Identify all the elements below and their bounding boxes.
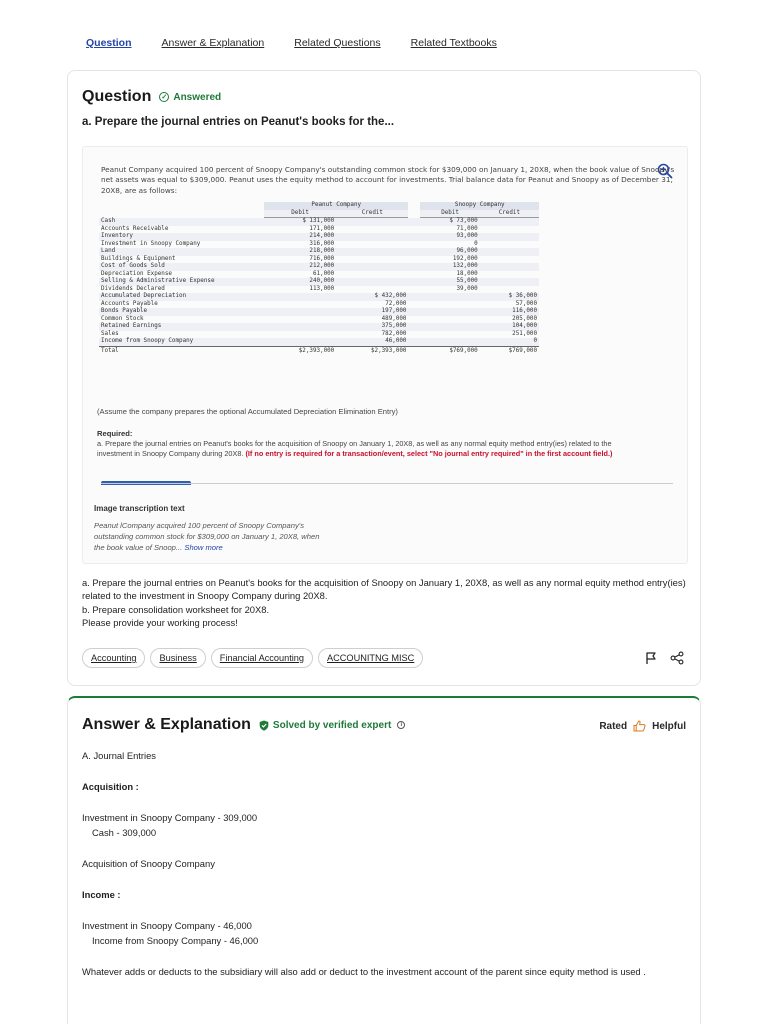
tab-answer-explanation[interactable]: Answer & Explanation — [161, 37, 265, 49]
amount-cell — [420, 293, 479, 301]
amount-cell — [420, 331, 479, 339]
verified-badge — [259, 720, 405, 731]
trial-balance-table — [99, 202, 539, 355]
amount-cell: 61,000 — [312, 270, 335, 277]
amount-cell — [420, 308, 479, 316]
amount-cell: 316,000 — [309, 240, 335, 247]
amount-cell — [480, 263, 539, 271]
amount-cell — [336, 248, 408, 256]
info-icon[interactable]: i — [397, 721, 405, 729]
amount-cell: $ 36,000 — [480, 293, 539, 301]
amount-cell — [336, 233, 408, 241]
amount-cell: 214,000 — [264, 233, 336, 241]
spacer-cell — [408, 256, 420, 264]
account-cell: Land — [99, 248, 264, 256]
amount-cell — [264, 323, 336, 331]
amount-cell — [336, 286, 408, 294]
table-row — [99, 248, 539, 256]
question-actions — [644, 651, 684, 665]
amount-cell: 489,000 — [381, 315, 407, 322]
amount-cell: 18,000 — [456, 270, 478, 277]
amount-cell — [480, 241, 539, 249]
amount-cell — [480, 271, 539, 279]
tag-business[interactable]: Business — [150, 648, 205, 668]
amount-cell — [420, 338, 479, 346]
amount-cell: 0 — [480, 338, 539, 346]
snoopy-company-header: Snoopy Company — [420, 202, 539, 210]
spacer-cell — [408, 316, 420, 324]
table-row — [99, 301, 539, 309]
amount-cell: $ 432,000 — [336, 293, 408, 301]
income-credit: Income from Snoopy Company - 46,000 — [92, 935, 259, 946]
question-line: b. Prepare consolidation worksheet for 20X8. — [82, 603, 270, 615]
amount-cell — [264, 308, 336, 316]
helpful-label[interactable]: Helpful — [652, 720, 686, 732]
col-debit: Debit — [264, 210, 336, 218]
amount-cell: 716,000 — [309, 255, 335, 262]
amount-cell: 104,000 — [480, 323, 539, 331]
amount-cell — [264, 331, 336, 339]
spacer-cell — [408, 301, 420, 309]
transcription-heading: Image transcription text — [94, 504, 185, 513]
amount-cell — [336, 263, 408, 271]
amount-cell: $769,000 — [480, 346, 539, 355]
amount-cell: 113,000 — [309, 285, 335, 292]
account-cell: Total — [99, 346, 264, 355]
amount-cell: $769,000 — [420, 346, 479, 355]
transcription-text — [94, 520, 324, 553]
tag-accounting[interactable]: Accounting — [82, 648, 145, 668]
amount-cell — [420, 316, 479, 324]
question-subtitle: a. Prepare the journal entries on Peanut's books for the... — [82, 116, 395, 128]
amount-cell: 72,000 — [385, 300, 407, 307]
tab-related-questions[interactable]: Related Questions — [294, 37, 381, 49]
transcription-body: Peanut lCompany acquired 100 percent of Snoopy Company's outstanding common stock for $309,000 on January 1, 20X8, when the book value of Snoop... — [94, 521, 320, 552]
answered-label: Answered — [173, 91, 222, 103]
amount-cell: 57,000 — [515, 300, 537, 307]
amount-cell: $2,393,000 — [336, 346, 408, 355]
account-cell: Accumulated Depreciation — [99, 293, 264, 301]
account-cell: Common Stock — [101, 315, 144, 322]
tag-accounting-misc[interactable]: ACCOUNITNG MISC — [318, 648, 423, 668]
amount-cell: 96,000 — [420, 248, 479, 256]
account-cell: Sales — [101, 330, 119, 337]
answer-title: Answer & Explanation — [82, 716, 251, 733]
amount-cell: 39,000 — [456, 285, 478, 292]
table-row — [99, 256, 539, 264]
amount-cell — [264, 316, 336, 324]
table-row — [99, 316, 539, 324]
table-row — [99, 278, 539, 286]
income-debit: Investment in Snoopy Company - 46,000 — [82, 920, 252, 931]
amount-cell — [336, 256, 408, 264]
table-row — [99, 271, 539, 279]
amount-cell — [336, 271, 408, 279]
account-cell: Dividends Declared — [101, 285, 165, 292]
question-image[interactable] — [82, 146, 688, 564]
amount-cell: 116,000 — [480, 308, 539, 316]
flag-icon[interactable] — [644, 651, 658, 665]
question-line: a. Prepare the journal entries on Peanut's books for the acquisition of Snoopy on January 1, 20X8, as well as any normal equity method entry(ies) related to the investment in Snoopy Company during 20X8. — [82, 577, 686, 602]
amount-cell — [336, 241, 408, 249]
col-credit: Credit — [336, 210, 408, 218]
assumption-note: (Assume the company prepares the optional Accumulated Depreciation Elimination Entry) — [97, 407, 398, 416]
spacer-cell — [408, 263, 420, 271]
amount-cell: 171,000 — [309, 225, 335, 232]
answer-header — [82, 716, 405, 734]
tag-financial-accounting[interactable]: Financial Accounting — [211, 648, 313, 668]
question-line: Please provide your working process! — [82, 617, 238, 629]
rated-label: Rated — [599, 720, 628, 732]
table-row — [99, 233, 539, 241]
image-content — [101, 165, 676, 196]
account-cell: Buildings & Equipment — [101, 255, 176, 262]
tag-list — [82, 648, 423, 668]
account-cell: Depreciation Expense — [101, 270, 172, 277]
required-body: a. Prepare the journal entries on Peanut's books for the acquisition of Snoopy on January 1, 20X8, as well as any normal equity method entry(ies) related to the investment in Snoopy Company during 20X8. — [97, 439, 612, 458]
spacer-cell — [408, 331, 420, 339]
tab-question[interactable]: Question — [86, 37, 132, 49]
spacer-cell — [408, 293, 420, 301]
question-title: Question — [82, 88, 152, 105]
amount-cell — [420, 323, 479, 331]
section-nav — [86, 37, 497, 49]
account-cell: Accounts Payable — [101, 300, 158, 307]
amount-cell — [336, 226, 408, 234]
spacer-cell — [408, 271, 420, 279]
spacer-cell — [408, 233, 420, 241]
table-row — [99, 218, 539, 226]
amount-cell — [336, 218, 408, 226]
total-row — [99, 346, 539, 355]
amount-cell: 218,000 — [264, 248, 336, 256]
amount-cell — [480, 218, 539, 226]
account-cell: Selling & Administrative Expense — [99, 278, 264, 286]
verified-label: Solved by verified expert — [272, 719, 392, 731]
amount-cell — [480, 233, 539, 241]
share-icon[interactable] — [670, 651, 684, 665]
table-row — [99, 241, 539, 249]
amount-cell — [480, 226, 539, 234]
amount-cell: 192,000 — [452, 255, 478, 262]
table-row — [99, 323, 539, 331]
required-warning: (If no entry is required for a transaction/event, select "No journal entry required" in the first account field.) — [245, 448, 613, 458]
account-cell: Investment in Snoopy Company — [101, 240, 201, 247]
table-row — [99, 286, 539, 294]
amount-cell: $2,393,000 — [264, 346, 336, 355]
account-cell: Cost of Goods Sold — [99, 263, 264, 271]
show-more-link[interactable]: Show more — [184, 543, 223, 552]
answered-badge — [159, 92, 221, 103]
acquisition-credit: Cash - 309,000 — [92, 827, 157, 838]
account-cell: Accounts Receivable — [101, 225, 169, 232]
income-heading: Income : — [82, 889, 121, 900]
spacer-cell — [408, 248, 420, 256]
amount-cell — [480, 278, 539, 286]
account-cell: Bonds Payable — [99, 308, 264, 316]
amount-cell: $ 131,000 — [264, 218, 336, 226]
rating-area — [599, 720, 686, 732]
image-intro: Peanut Company acquired 100 percent of Snoopy Company's outstanding common stock for $309,000 on January 1, 20X8, when the book value of Snoopy's net assets was equal to $309,000. Peanut uses the equity method to account for investments. Trial balance data for Peanut and Snoopy as of December 31, 20X8, are as follows: — [101, 165, 675, 195]
account-cell: Income from Snoopy Company — [99, 338, 264, 346]
question-header — [82, 88, 221, 106]
amount-cell: 46,000 — [336, 338, 408, 346]
amount-cell: 197,000 — [336, 308, 408, 316]
table-row — [99, 293, 539, 301]
verified-shield-icon — [259, 720, 269, 731]
amount-cell: 782,000 — [381, 330, 407, 337]
table-row — [99, 338, 539, 346]
trial-balance-body — [99, 218, 539, 356]
table-row — [99, 263, 539, 271]
spacer-cell — [408, 338, 420, 346]
acquisition-description: Acquisition of Snoopy Company — [82, 858, 215, 869]
amount-cell: 251,000 — [512, 330, 537, 337]
question-body — [82, 576, 692, 630]
amount-cell: 93,000 — [420, 233, 479, 241]
account-cell: Retained Earnings — [99, 323, 264, 331]
amount-cell: 132,000 — [420, 263, 479, 271]
account-cell: Cash — [99, 218, 264, 226]
required-heading: Required: — [97, 429, 133, 438]
amount-cell — [264, 338, 336, 346]
image-divider — [101, 483, 673, 484]
answer-section-title: A. Journal Entries — [82, 750, 156, 761]
spacer-cell — [408, 286, 420, 294]
account-cell: Inventory — [99, 233, 264, 241]
amount-cell: 212,000 — [264, 263, 336, 271]
amount-cell — [480, 286, 539, 294]
spacer-cell — [408, 226, 420, 234]
acquisition-debit: Investment in Snoopy Company - 309,000 — [82, 812, 258, 823]
tab-related-textbooks[interactable]: Related Textbooks — [410, 37, 497, 49]
amount-cell — [480, 256, 539, 264]
required-text — [97, 439, 642, 458]
amount-cell: 71,000 — [456, 225, 478, 232]
amount-cell: 55,000 — [420, 278, 479, 286]
amount-cell — [336, 278, 408, 286]
amount-cell: 205,000 — [512, 315, 537, 322]
table-row — [99, 331, 539, 339]
thumbs-up-icon[interactable] — [633, 720, 646, 732]
answer-card — [67, 696, 701, 1024]
spacer-cell — [408, 218, 420, 226]
col-credit: Credit — [480, 210, 539, 218]
amount-cell — [420, 301, 479, 309]
amount-cell: $ 73,000 — [420, 218, 479, 226]
amount-cell: 240,000 — [264, 278, 336, 286]
amount-cell — [480, 248, 539, 256]
amount-cell — [264, 301, 336, 309]
spacer-cell — [408, 278, 420, 286]
check-circle-icon: ✓ — [159, 92, 169, 102]
spacer-cell — [408, 241, 420, 249]
spacer-cell — [408, 346, 420, 355]
amount-cell: 0 — [474, 240, 478, 247]
amount-cell: 375,000 — [336, 323, 408, 331]
spacer-cell — [408, 323, 420, 331]
amount-cell — [264, 293, 336, 301]
spacer-cell — [408, 308, 420, 316]
acquisition-heading: Acquisition : — [82, 781, 139, 792]
peanut-company-header: Peanut Company — [264, 202, 408, 210]
question-card — [67, 70, 701, 686]
col-debit: Debit — [420, 210, 479, 218]
equity-method-note: Whatever adds or deducts to the subsidiary will also add or deduct to the investment account of the parent since equity method is used . — [82, 966, 646, 977]
table-row — [99, 308, 539, 316]
table-row — [99, 226, 539, 234]
